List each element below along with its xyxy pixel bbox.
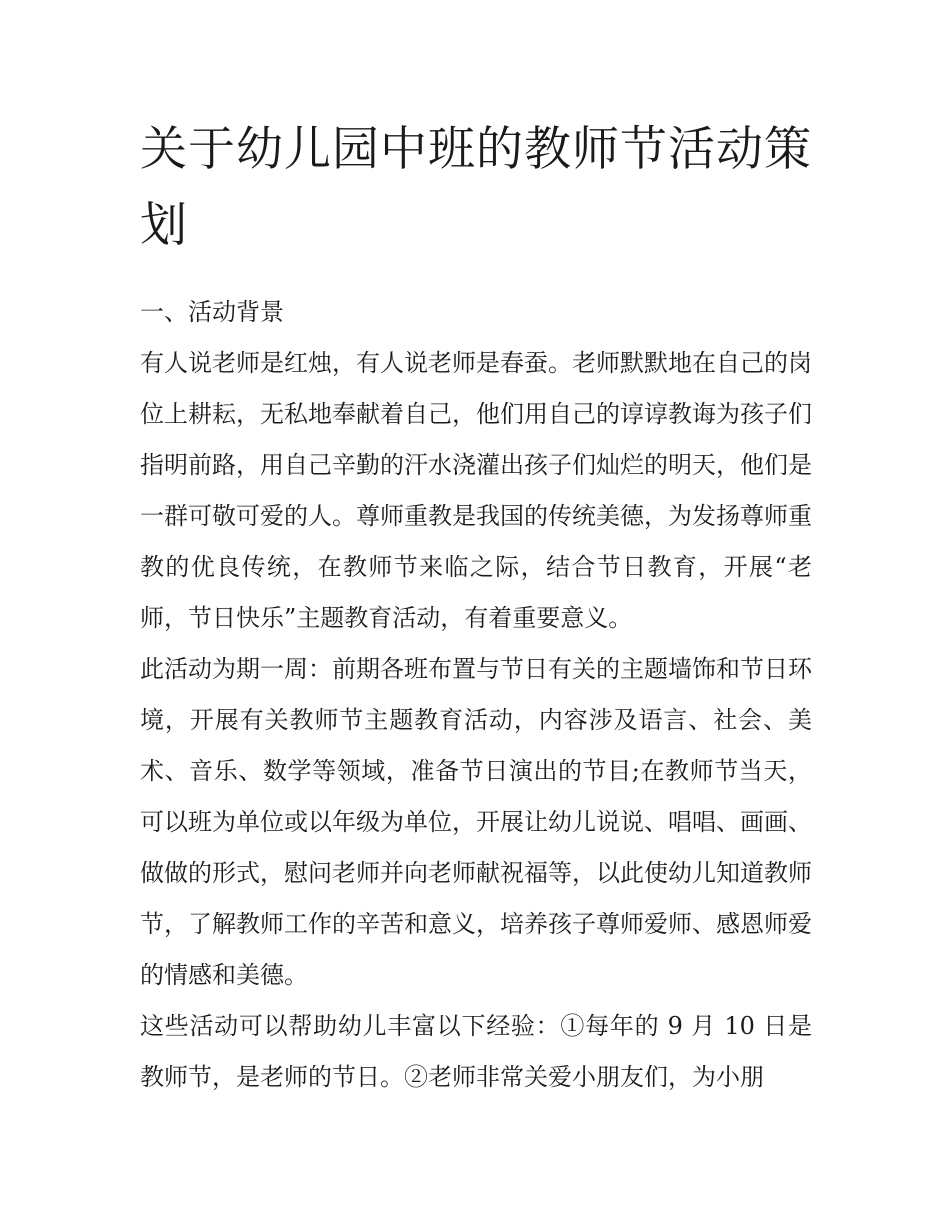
document-title: 关于幼儿园中班的教师节活动策划 [140, 122, 812, 253]
paragraph-experience: 这些活动可以帮助幼儿丰富以下经验：①每年的 9 月 10 日是教师节，是老师的节日。②老师非常关爱小朋友们，为小朋 [140, 1012, 812, 1091]
paragraph-activity-plan: 此活动为期一周：前期各班布置与节日有关的主题墙饰和节日环境，开展有关教师节主题教育活动，内容涉及语言、社会、美术、音乐、数学等领域，准备节日演出的节目;在教师节当天，可以班为单位或以年级为单位，开展让幼儿说说、唱唱、画画、做做的形式，慰问老师并向老师献祝福等，以此使幼儿知道教师节，了解教师工作的辛苦和意义，培养孩子尊师爱师、感恩师爱的情感和美德。 [140, 655, 812, 989]
section-heading-background: 一、活动背景 [140, 298, 284, 326]
paragraph-intro: 有人说老师是红烛，有人说老师是春蚕。老师默默地在自己的岗位上耕耘，无私地奉献着自己，他们用自己的谆谆教诲为孩子们指明前路，用自己辛勤的汗水浇灌出孩子们灿烂的明天，他们是一群可敬可爱的人。尊师重教是我国的传统美德，为发扬尊师重教的优良传统，在教师节来临之际，结合节日教育，开展“老师，节日快乐”主题教育活动，有着重要意义。 [140, 349, 812, 632]
document-page [140, 112, 812, 1103]
